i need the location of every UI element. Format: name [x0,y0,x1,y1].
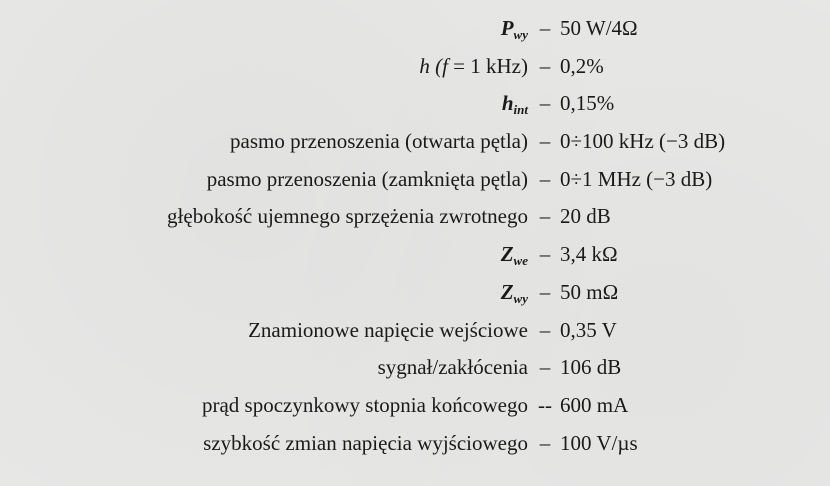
spec-dash: – [539,166,551,191]
spec-value: 0÷1 MHz (−3 dB) [560,166,713,191]
spec-value: 0÷100 kHz (−3 dB) [560,129,726,154]
spec-value: 600 mA [560,392,629,417]
spec-row-thd-1khz [0,48,830,86]
spec-value: 0,15% [560,91,615,116]
spec-label: Znamionowe napięcie wejściowe [248,317,528,342]
spec-label: sygnał/zakłócenia [377,355,528,380]
spec-dash: – [539,16,551,40]
spec-value: 50 mΩ [560,279,619,304]
spec-row-slew-rate [0,425,830,463]
spec-dash: – [539,204,551,229]
spec-row-output-power [0,10,830,48]
spec-row-bandwidth-open-loop [0,123,830,161]
spec-row-feedback-depth [0,198,830,236]
spec-label-symbol: $P_{wy}$ [500,16,528,42]
spec-dash: – [539,242,551,267]
spec-row-output-impedance [0,274,830,312]
spec-list [0,10,830,462]
spec-dash: -- [538,392,552,417]
spec-label: h (f = 1 kHz) [419,53,528,78]
spec-dash: – [539,355,551,380]
spec-value: 3,4 kΩ [560,242,618,267]
spec-dash: – [539,279,551,304]
spec-row-quiescent-current [0,387,830,425]
spec-label: głębokość ujemnego sprzężenia zwrotnego [167,204,528,229]
spec-row-signal-to-noise [0,349,830,387]
spec-label-symbol: $h_{int}$ [501,91,528,118]
spec-label: pasmo przenoszenia (otwarta pętla) [230,129,528,154]
spec-label: prąd spoczynkowy stopnia końcowego [201,392,528,417]
spec-row-bandwidth-closed-loop [0,161,830,199]
spec-value: 0,2% [560,53,604,78]
spec-label-symbol: $Z_{wy}$ [500,279,528,306]
spec-dash: – [539,129,551,154]
spec-dash: – [539,91,551,116]
spec-row-intermodulation [0,85,830,123]
spec-dash: – [539,430,551,455]
spec-value: 50 W/4Ω [560,16,638,40]
spec-value: 106 dB [560,355,622,380]
spec-row-input-impedance [0,236,830,274]
spec-label: szybkość zmian napięcia wyjściowego [203,430,528,455]
spec-label-symbol: $Z_{we}$ [500,242,528,269]
spec-row-rated-input-voltage [0,312,830,350]
spec-dash: – [539,317,551,342]
spec-value: 0,35 V [560,317,617,342]
spec-dash: – [539,53,551,78]
spec-value: 20 dB [560,204,611,229]
spec-value: 100 V/µs [560,430,638,455]
spec-label: pasmo przenoszenia (zamknięta pętla) [206,166,528,191]
